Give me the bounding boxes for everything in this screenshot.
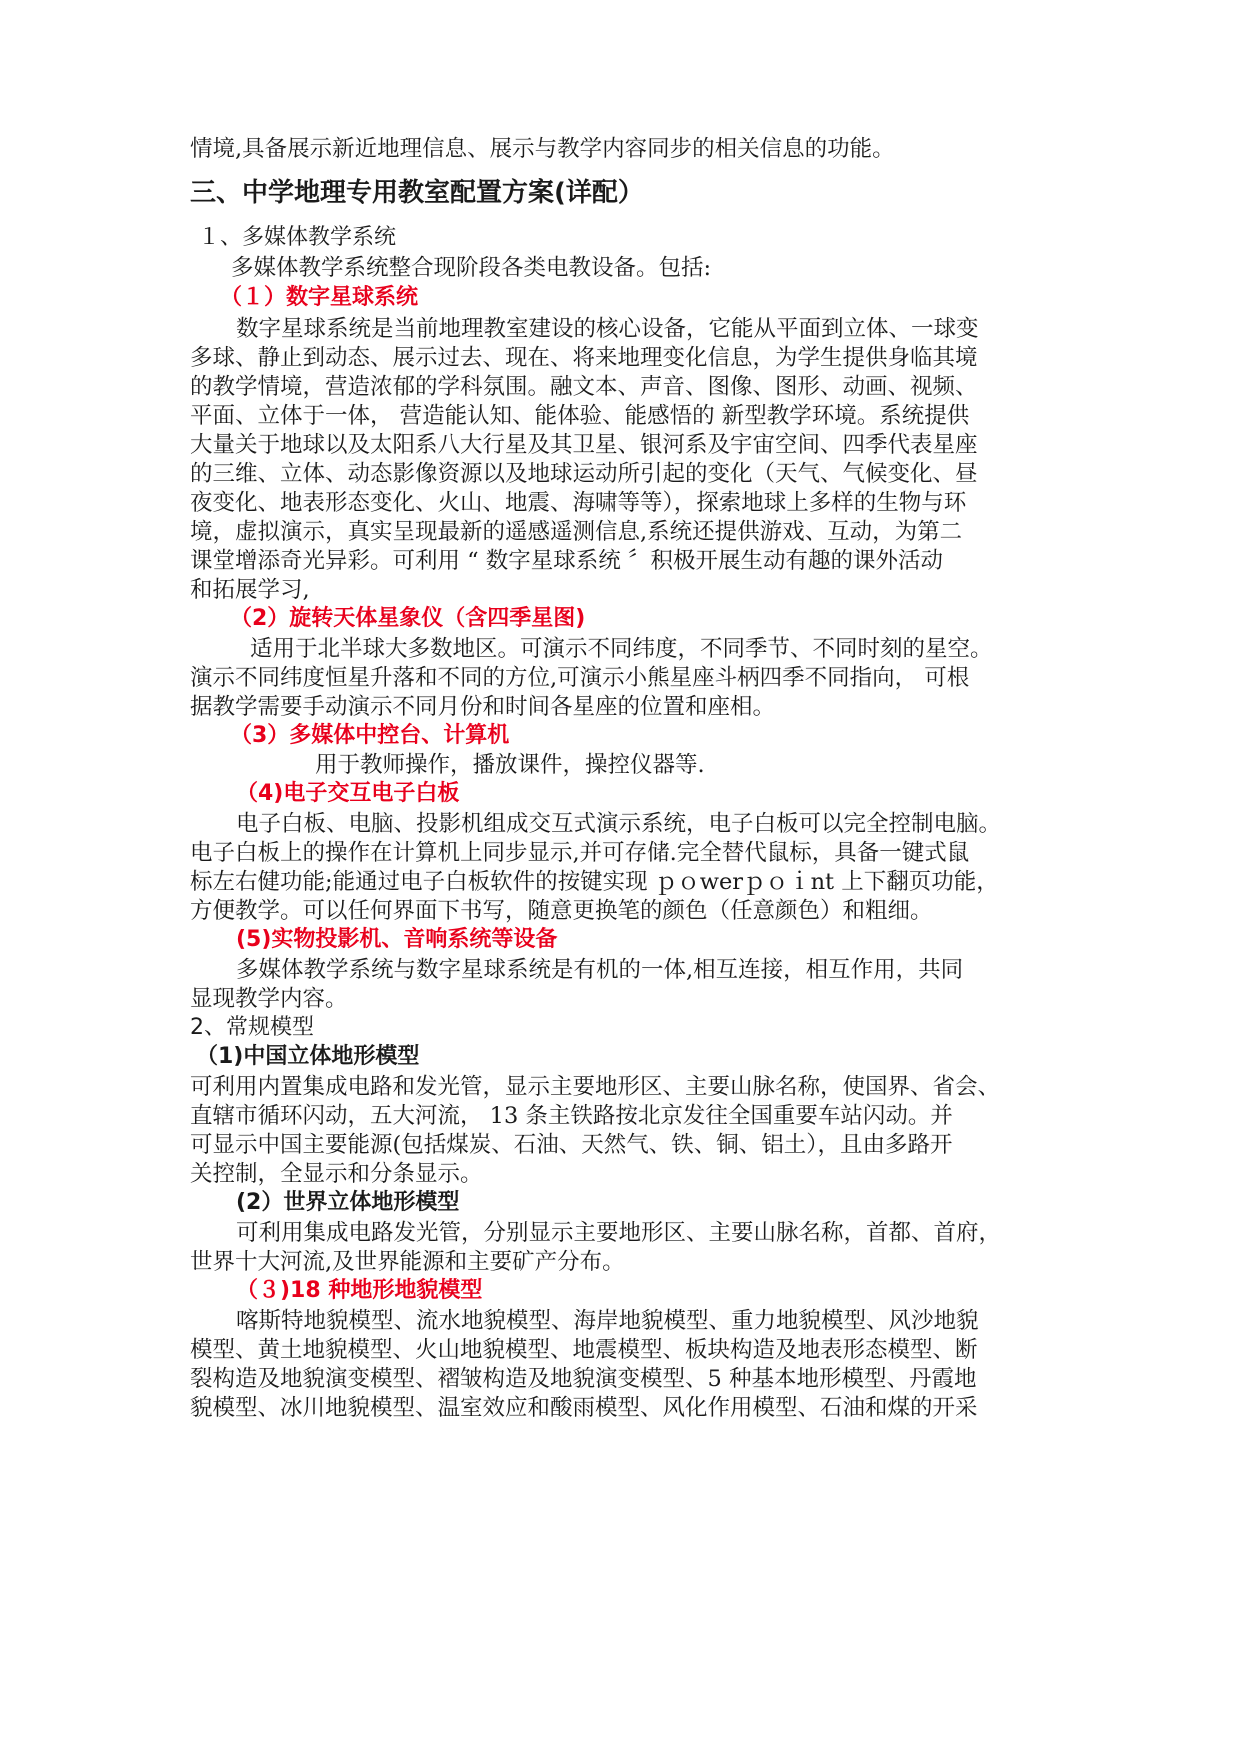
paragraph-line: 多媒体教学系统与数字星球系统是有机的一体,相互连接，相互作用，共同 [236, 957, 964, 983]
item-heading: （4)电子交互电子白板 [236, 781, 460, 806]
subsection-heading: １、多媒体教学系统 [198, 225, 397, 250]
paragraph-line: 大量关于地球以及太阳系八大行星及其卫星、银河系及宇宙空间、四季代表星座 [190, 432, 978, 458]
subsection-heading: 2、常规模型 [190, 1015, 314, 1040]
paragraph-line: 可显示中国主要能源(包括煤炭、石油、天然气、铁、铜、铝土），且由多路开 [190, 1132, 953, 1158]
paragraph-line: 多媒体教学系统整合现阶段各类电教设备。包括: [231, 255, 712, 281]
item-heading: （1)中国立体地形模型 [196, 1044, 420, 1069]
paragraph-line: 电子白板、电脑、投影机组成交互式演示系统，电子白板可以完全控制电脑。 [236, 811, 1002, 837]
paragraph-line: 裂构造及地貌演变模型、褶皱构造及地貌演变模型、5 种基本地形模型、丹霞地 [190, 1366, 977, 1392]
paragraph-line: 直辖市循环闪动，五大河流， 13 条主铁路按北京发往全国重要车站闪动。并 [190, 1103, 953, 1129]
item-heading: (5)实物投影机、音响系统等设备 [236, 927, 558, 952]
paragraph-line: 据教学需要手动演示不同月份和时间各星座的位置和座相。 [190, 694, 776, 720]
paragraph-line: 夜变化、地表形态变化、火山、地震、海啸等等），探索地球上多样的生物与环 [190, 490, 967, 516]
paragraph-line: 适用于北半球大多数地区。可演示不同纬度，不同季节、不同时刻的星空。 [250, 636, 993, 662]
paragraph-line: 电子白板上的操作在计算机上同步显示,并可存储.完全替代鼠标，具备一键式鼠 [190, 840, 970, 866]
paragraph-line: 可利用集成电路发光管，分别显示主要地形区、主要山脉名称，首都、首府， [236, 1220, 1002, 1246]
paragraph-line: 课堂增添奇光异彩。可利用 “ 数字星球系统 〞积极开展生动有趣的课外活动 [190, 548, 943, 574]
item-heading: （3）多媒体中控台、计算机 [230, 723, 510, 748]
paragraph-line: 关控制，全显示和分条显示。 [190, 1161, 483, 1187]
paragraph-line: 方便教学。可以任何界面下书写，随意更换笔的颜色（任意颜色）和粗细。 [190, 898, 933, 924]
paragraph-line: 情境,具备展示新近地理信息、展示与教学内容同步的相关信息的功能。 [190, 136, 895, 162]
paragraph-line: 数字星球系统是当前地理教室建设的核心设备，它能从平面到立体、一球变 [236, 316, 979, 342]
paragraph-line: 演示不同纬度恒星升落和不同的方位,可演示小熊星座斗柄四季不同指向， 可根 [190, 665, 970, 691]
paragraph-line: 和拓展学习, [190, 577, 310, 603]
paragraph-line: 多球、静止到动态、展示过去、现在、将来地理变化信息，为学生提供身临其境 [190, 345, 978, 371]
paragraph-line: 标左右健功能;能通过电子白板软件的按键实现 ｐｏwerｐｏｉnt 上下翻页功能， [190, 869, 999, 895]
paragraph-line: 世界十大河流,及世界能源和主要矿产分布。 [190, 1249, 625, 1275]
item-heading: （2）旋转天体星象仪（含四季星图) [230, 606, 586, 631]
paragraph-line: 可利用内置集成电路和发光管，显示主要地形区、主要山脉名称，使国界、省会、 [190, 1074, 1001, 1100]
paragraph-line: 用于教师操作，播放课件，操控仪器等. [315, 752, 705, 778]
item-heading: （３)18 种地形地貌模型 [236, 1278, 483, 1303]
item-heading: （１）数字星球系统 [220, 285, 419, 310]
paragraph-line: 的教学情境，营造浓郁的学科氛围。融文本、声音、图像、图形、动画、视频、 [190, 374, 978, 400]
paragraph-line: 喀斯特地貌模型、流水地貌模型、海岸地貌模型、重力地貌模型、风沙地貌 [236, 1308, 979, 1334]
paragraph-line: 模型、黄土地貌模型、火山地貌模型、地震模型、板块构造及地表形态模型、断 [190, 1337, 978, 1363]
section-heading: 三、中学地理专用教室配置方案(详配） [190, 178, 644, 208]
paragraph-line: 显现教学内容。 [190, 986, 348, 1012]
paragraph-line: 境，虚拟演示，真实呈现最新的遥感遥测信息,系统还提供游戏、互动，为第二 [190, 519, 963, 545]
item-heading: (2）世界立体地形模型 [236, 1190, 460, 1215]
paragraph-line: 的三维、立体、动态影像资源以及地球运动所引起的变化（天气、气候变化、昼 [190, 461, 978, 487]
paragraph-line: 貌模型、冰川地貌模型、温室效应和酸雨模型、风化作用模型、石油和煤的开采 [190, 1395, 978, 1421]
paragraph-line: 平面、立体于一体， 营造能认知、能体验、能感悟的 新型教学环境。系统提供 [190, 403, 970, 429]
